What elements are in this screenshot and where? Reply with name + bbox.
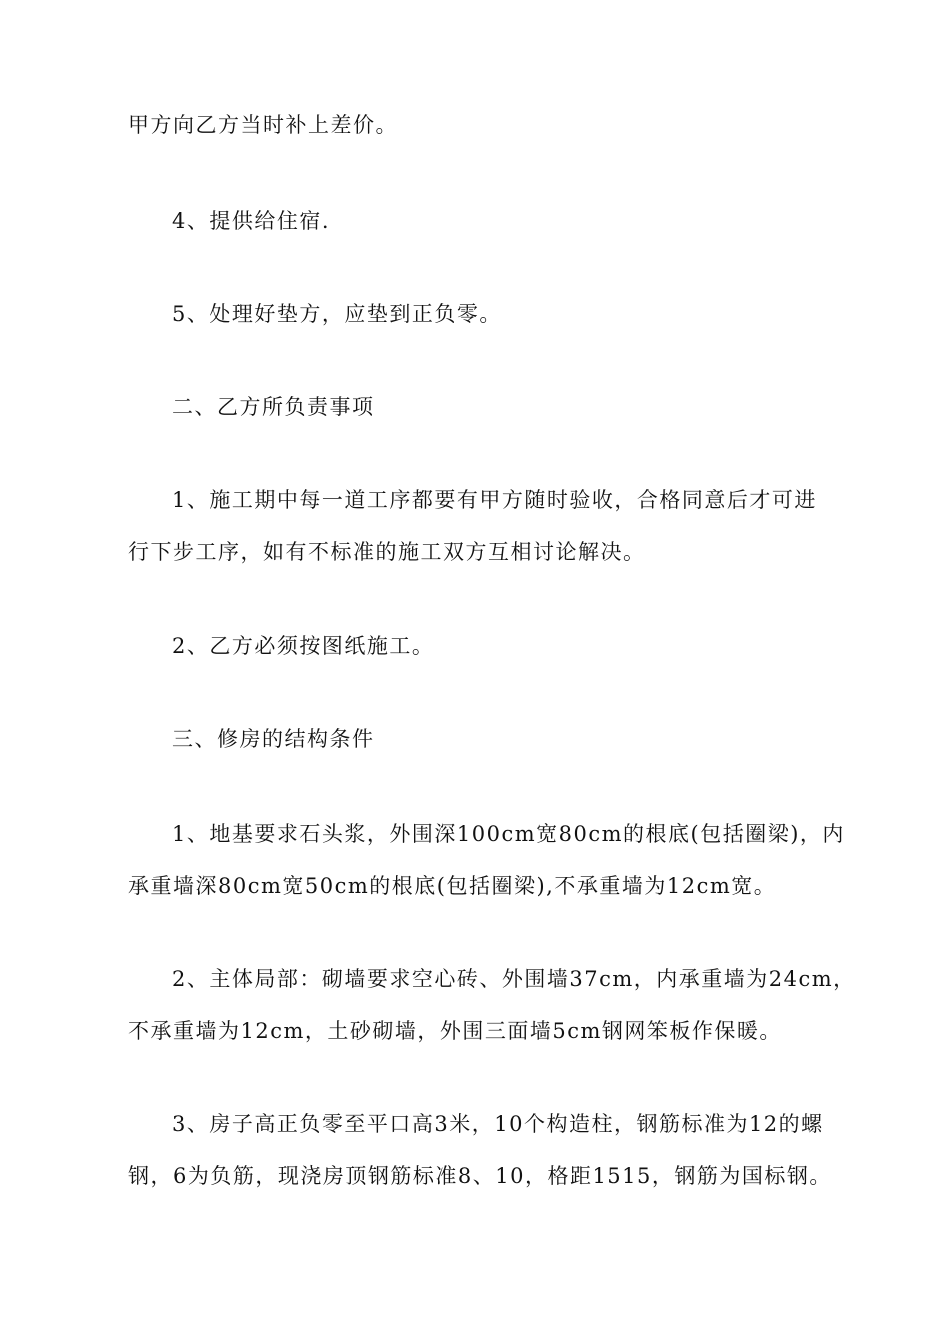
paragraph-line: 2、主体局部：砌墙要求空心砖、外围墙37cm，内承重墙为24cm， [172, 967, 856, 991]
paragraph-line: 钢，6为负筋，现浇房顶钢筋标准8、10，格距1515，钢筋为国标钢。 [128, 1164, 832, 1188]
paragraph-line: 2、乙方必须按图纸施工。 [172, 634, 435, 658]
paragraph-line: 5、处理好垫方，应垫到正负零。 [172, 302, 502, 326]
clause-3-height-rebar [128, 1110, 832, 1191]
paragraph-line: 行下步工序，如有不标准的施工双方互相讨论解决。 [128, 540, 646, 564]
section-heading-structure [128, 725, 828, 754]
paragraph-line: 不承重墙为12cm，土砂砌墙，外围三面墙5cm钢网笨板作保暖。 [128, 1019, 782, 1043]
paragraph-line: 甲方向乙方当时补上差价。 [128, 113, 398, 137]
clause-2-main-body [128, 965, 856, 1046]
clause-1-inspection [128, 486, 828, 567]
paragraph-line: 承重墙深80cm宽50cm的根底(包括圈梁),不承重墙为12cm宽。 [128, 874, 777, 898]
section-heading-party-b [128, 393, 828, 422]
clause-4-lodging [128, 207, 828, 236]
paragraph-line: 4、提供给住宿. [172, 209, 331, 233]
clause-2-drawings [128, 632, 828, 661]
clause-5-foundation-fill [128, 300, 828, 329]
paragraph-line: 3、房子高正负零至平口高3米，10个构造柱，钢筋标准为12的螺 [172, 1112, 824, 1136]
paragraph-line: 1、施工期中每一道工序都要有甲方随时验收，合格同意后才可进 [172, 488, 817, 512]
section-heading: 二、乙方所负责事项 [172, 395, 375, 419]
clause-1-foundation [128, 820, 845, 901]
paragraph-price-difference [128, 111, 828, 140]
paragraph-line: 1、地基要求石头浆，外围深100cm宽80cm的根底(包括圈梁)，内 [172, 822, 845, 846]
section-heading: 三、修房的结构条件 [172, 727, 375, 751]
